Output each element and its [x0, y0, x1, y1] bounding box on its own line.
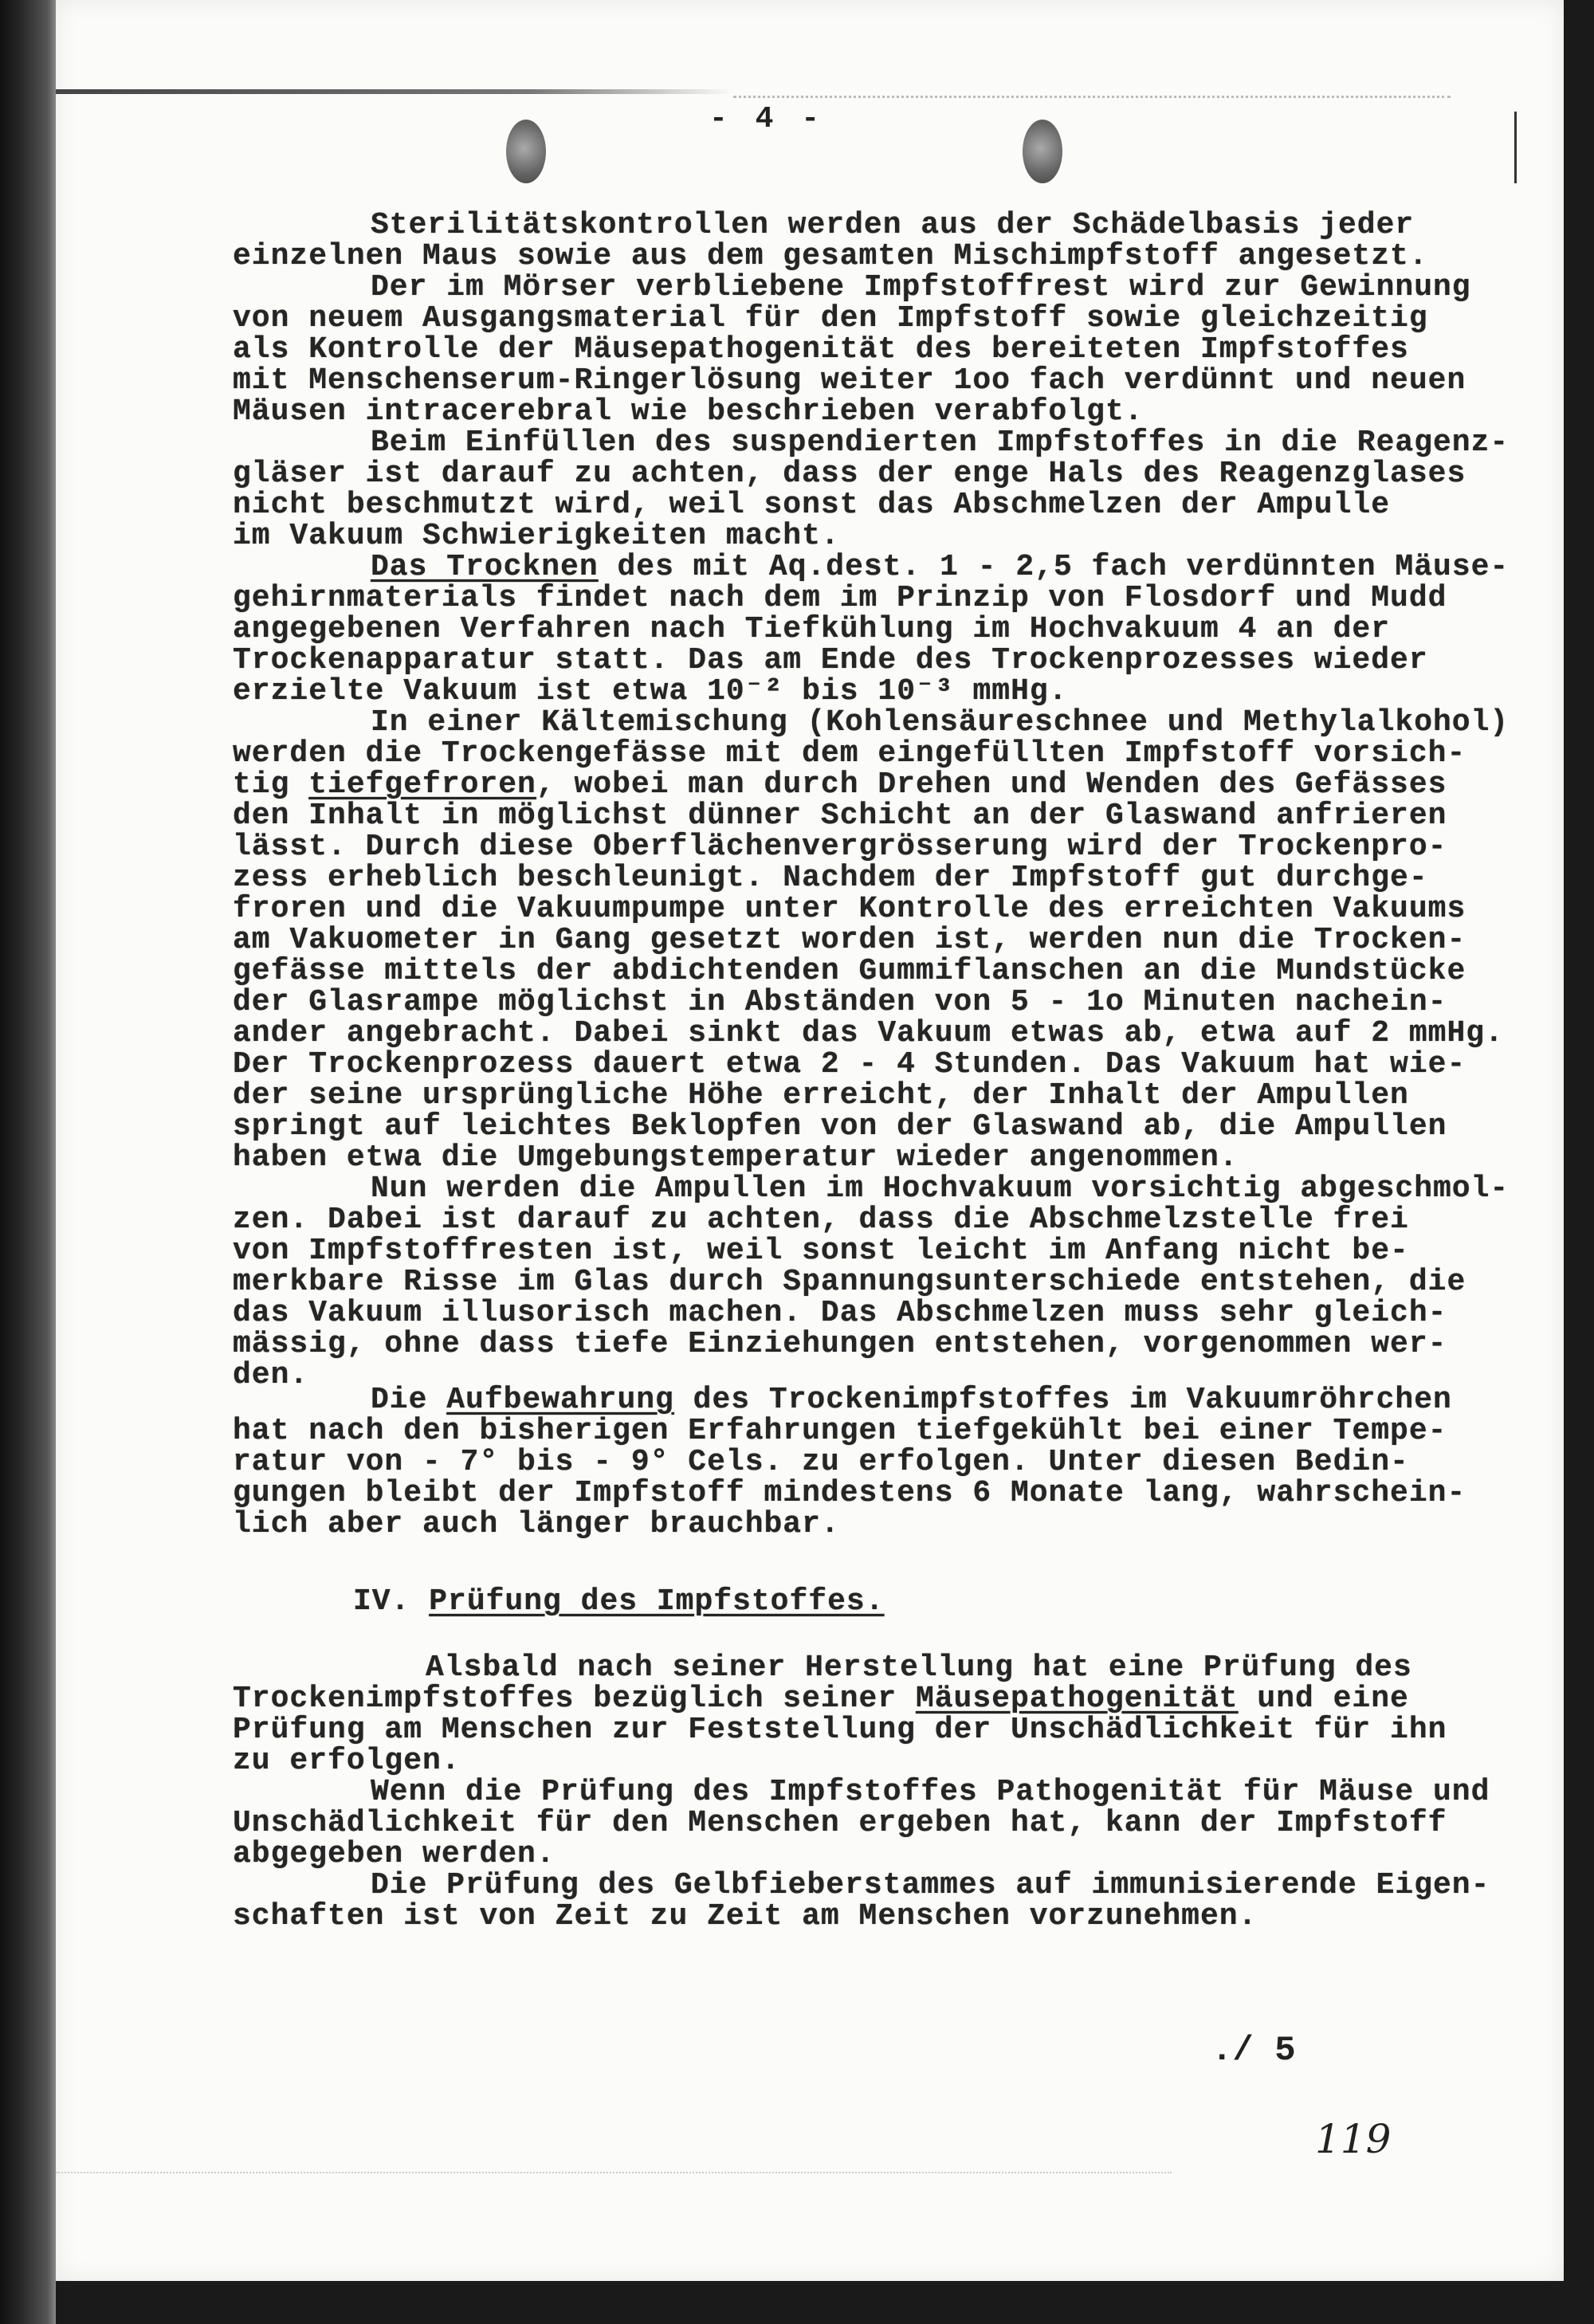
text-line	[233, 987, 1447, 1018]
text-line	[233, 1745, 461, 1776]
text-segment: zu erfolgen.	[233, 1744, 461, 1778]
text-segment: lässt. Durch diese Oberflächenvergrösserung wird der Trockenpro-	[233, 830, 1447, 864]
text-segment: abgegeben werden.	[233, 1837, 556, 1871]
underlined-term: Prüfung des Impfstoffes.	[429, 1584, 885, 1619]
text-line	[233, 956, 1466, 987]
text-line	[233, 1329, 1447, 1360]
text-line	[233, 676, 1068, 707]
text-line	[426, 1652, 1412, 1683]
page-number: - 4 -	[709, 102, 825, 136]
text-segment: im Vakuum Schwierigkeiten macht.	[233, 519, 840, 553]
text-segment: Mäusen intracerebral wie beschrieben verabfolgt.	[233, 395, 1144, 429]
text-line	[233, 520, 840, 552]
document-page	[56, 0, 1564, 2281]
text-line	[233, 924, 1466, 956]
text-line	[233, 1683, 1409, 1714]
text-segment: froren und die Vakuumpumpe unter Kontrolle des erreichten Vakuums	[233, 892, 1466, 926]
text-line	[371, 1870, 1490, 1901]
text-segment: Sterilitätskontrollen werden aus der Schädelbasis jeder	[371, 208, 1415, 242]
text-line	[233, 1808, 1447, 1839]
text-segment: als Kontrolle der Mäusepathogenität des bereiteten Impfstoffes	[233, 332, 1409, 367]
text-segment: werden die Trockengefässe mit dem eingefüllten Impfstoff vorsich-	[233, 736, 1466, 771]
text-line	[233, 365, 1466, 396]
text-line	[233, 862, 1428, 893]
underlined-term: tiefgefroren	[308, 767, 536, 802]
text-segment: des mit Aq.dest. 1 - 2,5 fach verdünnten Mäuse-	[598, 550, 1510, 584]
underlined-term: Mäusepathogenität	[915, 1682, 1239, 1716]
faint-rule	[733, 96, 1451, 100]
text-line	[233, 1266, 1466, 1297]
punch-hole-icon	[1023, 120, 1062, 183]
text-segment: das Vakuum illusorisch machen. Das Abschmelzen muss sehr gleich-	[233, 1296, 1447, 1330]
text-segment: gefässe mittels der abdichtenden Gummiflanschen an die Mundstücke	[233, 954, 1466, 988]
text-segment: Nun werden die Ampullen im Hochvakuum vorsichtig abgeschmol-	[371, 1172, 1510, 1206]
text-segment: In einer Kältemischung (Kohlensäureschnee und Methylalkohol)	[371, 705, 1510, 740]
text-line	[233, 1447, 1409, 1478]
text-line	[233, 1235, 1409, 1266]
bottom-rule	[56, 2172, 1172, 2175]
text-segment: ratur von - 7° bis - 9° Cels. zu erfolgen. Unter diesen Bedin-	[233, 1445, 1409, 1479]
text-line	[233, 1839, 556, 1870]
text-segment: merkbare Risse im Glas durch Spannungsunterschiede entstehen, die	[233, 1265, 1466, 1299]
text-segment: Die	[371, 1383, 447, 1417]
text-line	[233, 1111, 1447, 1142]
underlined-term: Aufbewahrung	[446, 1383, 674, 1417]
text-segment: der Glasrampe möglichst in Abständen von 5 - 1o Minuten nachein-	[233, 985, 1447, 1019]
text-line	[233, 893, 1466, 924]
text-segment: Die Prüfung des Gelbfieberstammes auf immunisierende Eigen-	[371, 1868, 1490, 1902]
text-segment: am Vakuometer in Gang gesetzt worden ist, werden nun die Trocken-	[233, 923, 1466, 957]
text-segment: gehirnmaterials findet nach dem im Prinzip von Flosdorf und Mudd	[233, 581, 1447, 615]
text-segment: Unschädlichkeit für den Menschen ergeben hat, kann der Impfstoff	[233, 1806, 1447, 1840]
text-line	[233, 1901, 1257, 1932]
text-line	[233, 583, 1447, 614]
text-line	[371, 1776, 1490, 1808]
text-line	[371, 272, 1471, 303]
text-segment: Alsbald nach seiner Herstellung hat eine Prüfung des	[426, 1651, 1412, 1685]
text-line	[233, 1360, 308, 1391]
handwritten-folio-number: 119	[1315, 2116, 1392, 2162]
text-segment: zess erheblich beschleunigt. Nachdem der Impfstoff gut durchge-	[233, 861, 1428, 895]
text-line	[233, 458, 1466, 489]
text-line	[233, 241, 1428, 272]
text-segment: von Impfstoffresten ist, weil sonst leicht im Anfang nicht be-	[233, 1234, 1409, 1268]
text-line	[233, 1509, 840, 1540]
text-segment: Trockenapparatur statt. Das am Ende des Trockenprozesses wieder	[233, 643, 1428, 677]
continuation-marker: ./ 5	[1211, 2031, 1296, 2071]
text-line	[233, 396, 1144, 427]
text-line	[233, 1297, 1447, 1329]
text-line	[233, 1714, 1447, 1745]
text-segment: gungen bleibt der Impfstoff mindestens 6 Monate lang, wahrschein-	[233, 1476, 1466, 1510]
text-segment: haben etwa die Umgebungstemperatur wieder angenommen.	[233, 1140, 1239, 1175]
text-line	[233, 769, 1447, 800]
text-segment: den Inhalt in möglichst dünner Schicht an der Glaswand anfrieren	[233, 799, 1447, 833]
text-segment: angegebenen Verfahren nach Tiefkühlung im Hochvakuum 4 an der	[233, 612, 1391, 646]
text-line	[233, 334, 1409, 365]
text-line	[233, 800, 1447, 831]
text-segment: springt auf leichtes Beklopfen von der Glaswand ab, die Ampullen	[233, 1109, 1447, 1144]
text-line	[233, 738, 1466, 769]
text-segment: und eine	[1238, 1682, 1409, 1716]
text-segment: Wenn die Prüfung des Impfstoffes Pathogenität für Mäuse und	[371, 1775, 1490, 1809]
text-segment: einzelnen Maus sowie aus dem gesamten Mischimpfstoff angesetzt.	[233, 239, 1428, 273]
underlined-term: Das Trocknen	[371, 550, 599, 584]
text-line	[371, 1173, 1509, 1204]
text-line	[233, 1080, 1409, 1111]
text-segment: Prüfung am Menschen zur Feststellung der Unschädlichkeit für ihn	[233, 1713, 1447, 1747]
text-line	[233, 1478, 1466, 1509]
text-segment: des Trockenimpfstoffes im Vakuumröhrchen	[673, 1383, 1452, 1417]
text-segment: gläser ist darauf zu achten, dass der enge Hals des Reagenzglases	[233, 457, 1466, 491]
text-line	[233, 645, 1428, 676]
text-segment: von neuem Ausgangsmaterial für den Impfstoff sowie gleichzeitig	[233, 301, 1428, 336]
text-segment: tig	[233, 767, 309, 802]
text-segment: Der im Mörser verbliebene Impfstoffrest wird zur Gewinnung	[371, 270, 1471, 304]
text-segment: hat nach den bisherigen Erfahrungen tiefgekühlt bei einer Tempe-	[233, 1414, 1447, 1448]
text-line	[233, 489, 1390, 520]
text-line	[233, 1049, 1466, 1080]
text-segment: schaften ist von Zeit zu Zeit am Menschen vorzunehmen.	[233, 1899, 1258, 1933]
text-segment: mit Menschenserum-Ringerlösung weiter 1oo fach verdünnt und neuen	[233, 363, 1466, 398]
text-segment: den.	[233, 1358, 309, 1392]
text-segment: lich aber auch länger brauchbar.	[233, 1507, 840, 1541]
text-segment: erzielte Vakuum ist etwa 10⁻² bis 10⁻³ mmHg.	[233, 674, 1068, 709]
text-line	[371, 707, 1509, 738]
text-line	[233, 303, 1428, 334]
book-binding	[0, 0, 56, 2324]
text-line	[233, 614, 1390, 645]
text-line	[353, 1586, 885, 1617]
text-segment: Trockenimpfstoffes bezüglich seiner	[233, 1682, 916, 1716]
text-line	[371, 552, 1509, 583]
text-line	[233, 1018, 1504, 1049]
text-segment: IV.	[353, 1584, 430, 1619]
text-segment: mässig, ohne dass tiefe Einziehungen entstehen, vorgenommen wer-	[233, 1327, 1447, 1361]
text-segment: , wobei man durch Drehen und Wenden des Gefässes	[536, 767, 1447, 802]
top-rule	[56, 89, 733, 94]
text-line	[371, 210, 1414, 241]
text-line	[233, 1415, 1447, 1447]
text-segment: Der Trockenprozess dauert etwa 2 - 4 Stunden. Das Vakuum hat wie-	[233, 1047, 1466, 1082]
text-segment: nicht beschmutzt wird, weil sonst das Abschmelzen der Ampulle	[233, 488, 1391, 522]
text-segment: Beim Einfüllen des suspendierten Impfstoffes in die Reagenz-	[371, 426, 1510, 460]
text-line	[233, 831, 1447, 862]
text-segment: zen. Dabei ist darauf zu achten, dass die Abschmelzstelle frei	[233, 1203, 1409, 1237]
text-line	[371, 1384, 1452, 1415]
punch-hole-icon	[506, 120, 546, 183]
margin-mark	[1514, 112, 1517, 183]
text-line	[233, 1142, 1239, 1173]
text-line	[371, 427, 1509, 458]
text-segment: ander angebracht. Dabei sinkt das Vakuum etwas ab, etwa auf 2 mmHg.	[233, 1016, 1504, 1050]
text-line	[233, 1204, 1409, 1235]
text-segment: der seine ursprüngliche Höhe erreicht, der Inhalt der Ampullen	[233, 1078, 1409, 1113]
